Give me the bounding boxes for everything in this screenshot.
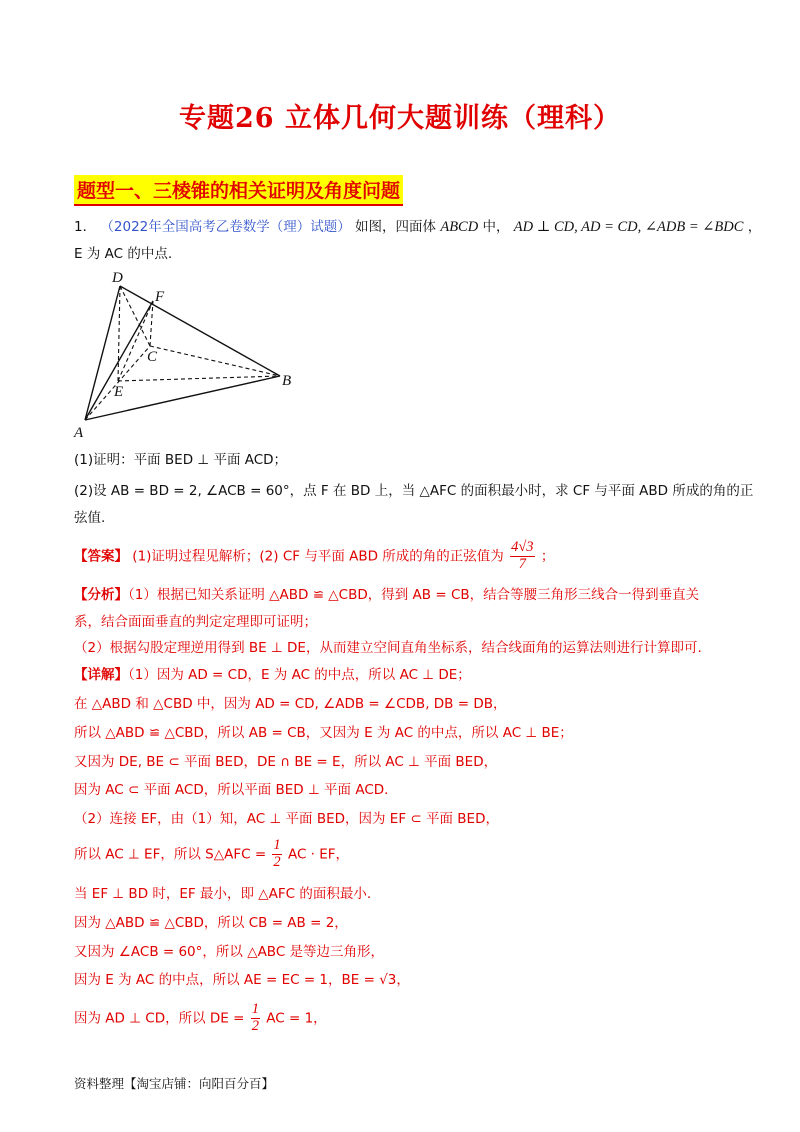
- question-in: 中，: [482, 219, 510, 235]
- detail-tag: 【详解】: [74, 667, 128, 683]
- detail-line-5: 因为 AC ⊂ 平面 ACD，所以平面 BED ⊥ 平面 ACD.: [74, 782, 389, 798]
- detail-fraction-7-num: 1: [273, 837, 281, 853]
- analysis-line-1: [74, 583, 699, 603]
- question-part-1: (1)证明：平面 BED ⊥ 平面 ACD；: [74, 452, 288, 468]
- analysis-line-2: 系，结合面面垂直的判定定理即可证明；: [74, 614, 317, 630]
- detail-text-12a: 因为 AD ⊥ CD，所以 DE =: [74, 1010, 249, 1027]
- question-intro: 如图，四面体: [355, 219, 437, 235]
- detail-text-12b: AC = 1，: [266, 1010, 327, 1027]
- edge-de: [118, 286, 120, 381]
- detail-line-8: 当 EF ⊥ BD 时，EF 最小，即 △AFC 的面积最小.: [74, 886, 372, 902]
- detail-line-7: [74, 838, 349, 871]
- label-a: A: [74, 425, 84, 441]
- detail-line-6: （2）连接 EF，由（1）知，AC ⊥ 平面 BED，因为 EF ⊂ 平面 BED，: [74, 811, 499, 827]
- answer-text: (1)证明过程见解析；(2) CF 与平面 ABD 所成的角的正弦值为: [132, 548, 504, 565]
- label-d: D: [112, 270, 123, 286]
- edge-af: [85, 301, 153, 420]
- detail-fraction-12-num: 1: [251, 1001, 259, 1017]
- edge-ef: [118, 301, 153, 381]
- answer-fraction: [510, 540, 534, 573]
- question-line-1: [74, 215, 761, 236]
- edge-cb: [150, 346, 280, 376]
- question-source: （2022年全国高考乙卷数学（理）试题）: [100, 219, 351, 235]
- page-title: 专题26 立体几何大题训练（理科）: [179, 103, 621, 134]
- detail-line-1: [74, 663, 471, 683]
- label-b: B: [282, 373, 292, 389]
- detail-line-3: 所以 △ABD ≌ △CBD，所以 AB = CB，又因为 E 为 AC 的中点，所以 AC ⊥ BE；: [74, 725, 573, 741]
- detail-fraction-7: [272, 838, 281, 871]
- detail-text-7a: 所以 AC ⊥ EF，所以 S△AFC =: [74, 846, 271, 863]
- detail-fraction-12-den: 2: [251, 1017, 259, 1034]
- question-number: 1．: [74, 219, 97, 235]
- answer-end: ；: [540, 548, 555, 565]
- detail-line-10: 又因为 ∠ACB = 60°，所以 △ABC 是等边三角形，: [74, 944, 385, 960]
- edge-eb: [118, 376, 280, 381]
- tetrahedron-figure: [70, 268, 310, 443]
- detail-text-7b: AC · EF，: [287, 846, 350, 863]
- detail-line-9: 因为 △ABD ≌ △CBD，所以 CB = AB = 2，: [74, 915, 348, 931]
- question-line-2: E 为 AC 的中点.: [74, 246, 173, 262]
- detail-text-1: （1）因为 AD = CD，E 为 AC 的中点，所以 AC ⊥ DE；: [128, 667, 471, 683]
- section-heading: 题型一、三棱锥的相关证明及角度问题: [74, 175, 403, 206]
- question-part-2b: 弦值.: [74, 510, 106, 526]
- question-comma: ，: [747, 219, 762, 235]
- question-part-2a: (2)设 AB = BD = 2, ∠ACB = 60°，点 F 在 BD 上，当 △AFC 的面积最小时，求 CF 与平面 ABD 所成的角的正: [74, 483, 754, 499]
- detail-fraction-7-den: 2: [273, 853, 281, 870]
- answer-line: [74, 540, 554, 573]
- analysis-text-1: （1）根据已知关系证明 △ABD ≌ △CBD，得到 AB = CB，结合等腰三角形三线合一得到垂直关: [128, 587, 700, 603]
- label-c: C: [147, 349, 158, 365]
- analysis-tag: 【分析】: [74, 587, 128, 603]
- answer-tag: 【答案】: [74, 548, 128, 565]
- detail-line-11: 因为 E 为 AC 的中点，所以 AE = EC = 1，BE = √3，: [74, 972, 410, 988]
- answer-denominator: 7: [518, 555, 526, 572]
- page-footer: 资料整理【淘宝店铺：向阳百分百】: [74, 1076, 275, 1091]
- detail-fraction-12: [251, 1002, 260, 1035]
- detail-line-12: [74, 1002, 327, 1035]
- question-tetra: ABCD: [440, 219, 479, 235]
- label-f: F: [155, 289, 165, 305]
- detail-line-4: 又因为 DE, BE ⊂ 平面 BED，DE ∩ BE = E，所以 AC ⊥ 平面 BED，: [74, 754, 498, 770]
- edge-db: [120, 286, 280, 376]
- question-condition: AD ⊥ CD, AD = CD, ∠ADB = ∠BDC: [513, 219, 744, 235]
- analysis-line-3: （2）根据勾股定理逆用得到 BE ⊥ DE，从而建立空间直角坐标系，结合线面角的运算法则进行计算即可.: [74, 640, 702, 656]
- answer-numerator: 4√3: [511, 539, 534, 555]
- detail-line-2: 在 △ABD 和 △CBD 中，因为 AD = CD, ∠ADB = ∠CDB, DB = DB，: [74, 696, 507, 712]
- label-e: E: [114, 384, 124, 400]
